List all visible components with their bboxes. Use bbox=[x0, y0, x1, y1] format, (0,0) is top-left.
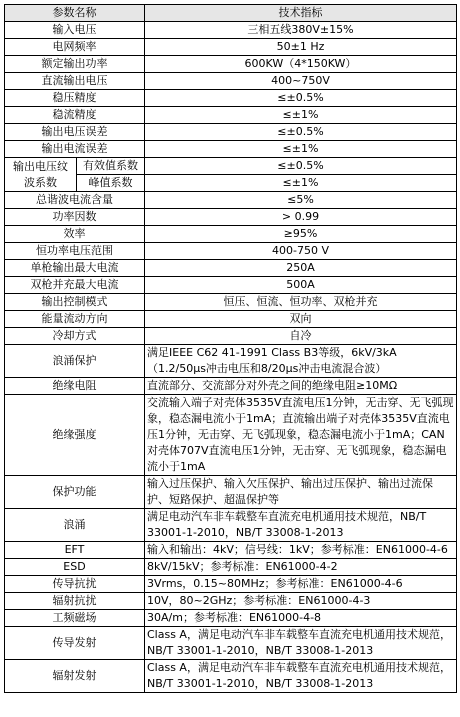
param-value: 三相五线380V±15% bbox=[145, 22, 457, 39]
table-row bbox=[5, 311, 457, 328]
table-row bbox=[5, 509, 457, 542]
ripple-sub-value: ≤±0.5% bbox=[145, 158, 457, 175]
table-row bbox=[5, 294, 457, 311]
table-row bbox=[5, 610, 457, 627]
table-row bbox=[5, 107, 457, 124]
param-name: 输入电压 bbox=[5, 22, 145, 39]
param-name: 额定输出功率 bbox=[5, 56, 145, 73]
param-value: ≤±0.5% bbox=[145, 90, 457, 107]
param-value: ≥95% bbox=[145, 226, 457, 243]
param-value: ≤±1% bbox=[145, 141, 457, 158]
param-value: 输入过压保护、输入欠压保护、输出过压保护、输出过流保护、短路保护、超温保护等 bbox=[145, 476, 457, 509]
param-name: 绝缘电阻 bbox=[5, 378, 145, 395]
ripple-sub-name: 峰值系数 bbox=[77, 175, 145, 192]
param-name: 稳流精度 bbox=[5, 107, 145, 124]
table-row bbox=[5, 56, 457, 73]
table-row bbox=[5, 226, 457, 243]
param-value: 400~750V bbox=[145, 73, 457, 90]
param-name: 冷却方式 bbox=[5, 328, 145, 345]
table-row bbox=[5, 345, 457, 378]
param-name: 保护功能 bbox=[5, 476, 145, 509]
param-name: 双枪并充最大电流 bbox=[5, 277, 145, 294]
spec-table bbox=[4, 4, 457, 693]
param-name: 功率因数 bbox=[5, 209, 145, 226]
param-value: 恒压、恒流、恒功率、双枪并充 bbox=[145, 294, 457, 311]
ripple-param-name bbox=[5, 158, 77, 192]
header-param: 参数名称 bbox=[5, 5, 145, 22]
table-row bbox=[5, 627, 457, 660]
param-value: 250A bbox=[145, 260, 457, 277]
param-value: 8kV/15kV；参考标准：EN61000-4-2 bbox=[145, 559, 457, 576]
param-name: EFT bbox=[5, 542, 145, 559]
param-value: 3Vrms，0.15~80MHz；参考标准：EN61000-4-6 bbox=[145, 576, 457, 593]
table-row bbox=[5, 476, 457, 509]
param-value: ≤±1% bbox=[145, 107, 457, 124]
param-value: 500A bbox=[145, 277, 457, 294]
param-name: 输出电压误差 bbox=[5, 124, 145, 141]
param-value: ≤±0.5% bbox=[145, 124, 457, 141]
param-value: 自冷 bbox=[145, 328, 457, 345]
param-value: ≤5% bbox=[145, 192, 457, 209]
table-row bbox=[5, 22, 457, 39]
param-name: 浪涌保护 bbox=[5, 345, 145, 378]
param-value: Class A，满足电动汽车非车载整车直流充电机通用技术规范，NB/T 33001-1-2010，NB/T 33008-1-2013 bbox=[145, 660, 457, 693]
table-row bbox=[5, 124, 457, 141]
param-value: 10V，80~2GHz；参考标准：EN61000-4-3 bbox=[145, 593, 457, 610]
table-row bbox=[5, 209, 457, 226]
param-name: 辐射抗扰 bbox=[5, 593, 145, 610]
table-row bbox=[5, 260, 457, 277]
ripple-sub-value: ≤±1% bbox=[145, 175, 457, 192]
param-value: 满足IEEE C62 41-1991 Class B3等级，6kV/3kA（1.2/50μs冲击电压和8/20μs冲击电流混合波） bbox=[145, 345, 457, 378]
param-value: 400-750 V bbox=[145, 243, 457, 260]
param-value: 30A/m；参考标准：EN61000-4-8 bbox=[145, 610, 457, 627]
table-row bbox=[5, 593, 457, 610]
table-row bbox=[5, 73, 457, 90]
table-row bbox=[5, 192, 457, 209]
param-value: 双向 bbox=[145, 311, 457, 328]
param-name: 输出电流误差 bbox=[5, 141, 145, 158]
table-row bbox=[5, 395, 457, 476]
header-spec: 技术指标 bbox=[145, 5, 457, 22]
table-row bbox=[5, 559, 457, 576]
param-value: 交流输入端子对壳体3535V直流电压1分钟，无击穿、无飞弧现象，稳态漏电流小于1mA；直流输出端子对壳体3535V直流电压1分钟，无击穿、无飞弧现象，稳态漏电流小于1mA；CAN对壳体707V直流电压1分钟，无击穿、无飞弧现象，稳态漏电流小于1mA bbox=[145, 395, 457, 476]
param-name: 总谐波电流含量 bbox=[5, 192, 145, 209]
table-row bbox=[5, 660, 457, 693]
table-row bbox=[5, 378, 457, 395]
table-header bbox=[5, 5, 457, 22]
table-row bbox=[5, 277, 457, 294]
table-row bbox=[5, 158, 457, 175]
param-name: 能量流动方向 bbox=[5, 311, 145, 328]
param-name: 传导抗扰 bbox=[5, 576, 145, 593]
table-row bbox=[5, 243, 457, 260]
param-name: 电网频率 bbox=[5, 39, 145, 56]
table-row bbox=[5, 542, 457, 559]
param-name: 输出控制模式 bbox=[5, 294, 145, 311]
ripple-sub-name: 有效值系数 bbox=[77, 158, 145, 175]
ripple-name-line2: 波系数 bbox=[24, 175, 57, 189]
param-value: > 0.99 bbox=[145, 209, 457, 226]
param-name: 工频磁场 bbox=[5, 610, 145, 627]
param-name: 辐射发射 bbox=[5, 660, 145, 693]
param-name: 传导发射 bbox=[5, 627, 145, 660]
param-name: 稳压精度 bbox=[5, 90, 145, 107]
param-value: 输入和输出：4kV；信号线：1kV；参考标准：EN61000-4-6 bbox=[145, 542, 457, 559]
param-value: 直流部分、交流部分对外壳之间的绝缘电阻≥10MΩ bbox=[145, 378, 457, 395]
table-row bbox=[5, 576, 457, 593]
param-name: 绝缘强度 bbox=[5, 395, 145, 476]
table-row bbox=[5, 141, 457, 158]
param-name: 恒功率电压范围 bbox=[5, 243, 145, 260]
table-row bbox=[5, 39, 457, 56]
param-name: 效率 bbox=[5, 226, 145, 243]
table-row bbox=[5, 328, 457, 345]
ripple-name-line1: 输出电压纹 bbox=[13, 159, 68, 173]
param-name: 直流输出电压 bbox=[5, 73, 145, 90]
param-value: 满足电动汽车非车载整车直流充电机通用技术规范，NB/T 33001-1-2010，NB/T 33008-1-2013 bbox=[145, 509, 457, 542]
param-value: Class A，满足电动汽车非车载整车直流充电机通用技术规范，NB/T 33001-1-2010，NB/T 33008-1-2013 bbox=[145, 627, 457, 660]
param-name: 浪涌 bbox=[5, 509, 145, 542]
header-row bbox=[5, 5, 457, 22]
param-name: ESD bbox=[5, 559, 145, 576]
param-value: 600KW（4*150KW） bbox=[145, 56, 457, 73]
param-name: 单枪输出最大电流 bbox=[5, 260, 145, 277]
table-row bbox=[5, 90, 457, 107]
param-value: 50±1 Hz bbox=[145, 39, 457, 56]
table-body bbox=[5, 22, 457, 693]
